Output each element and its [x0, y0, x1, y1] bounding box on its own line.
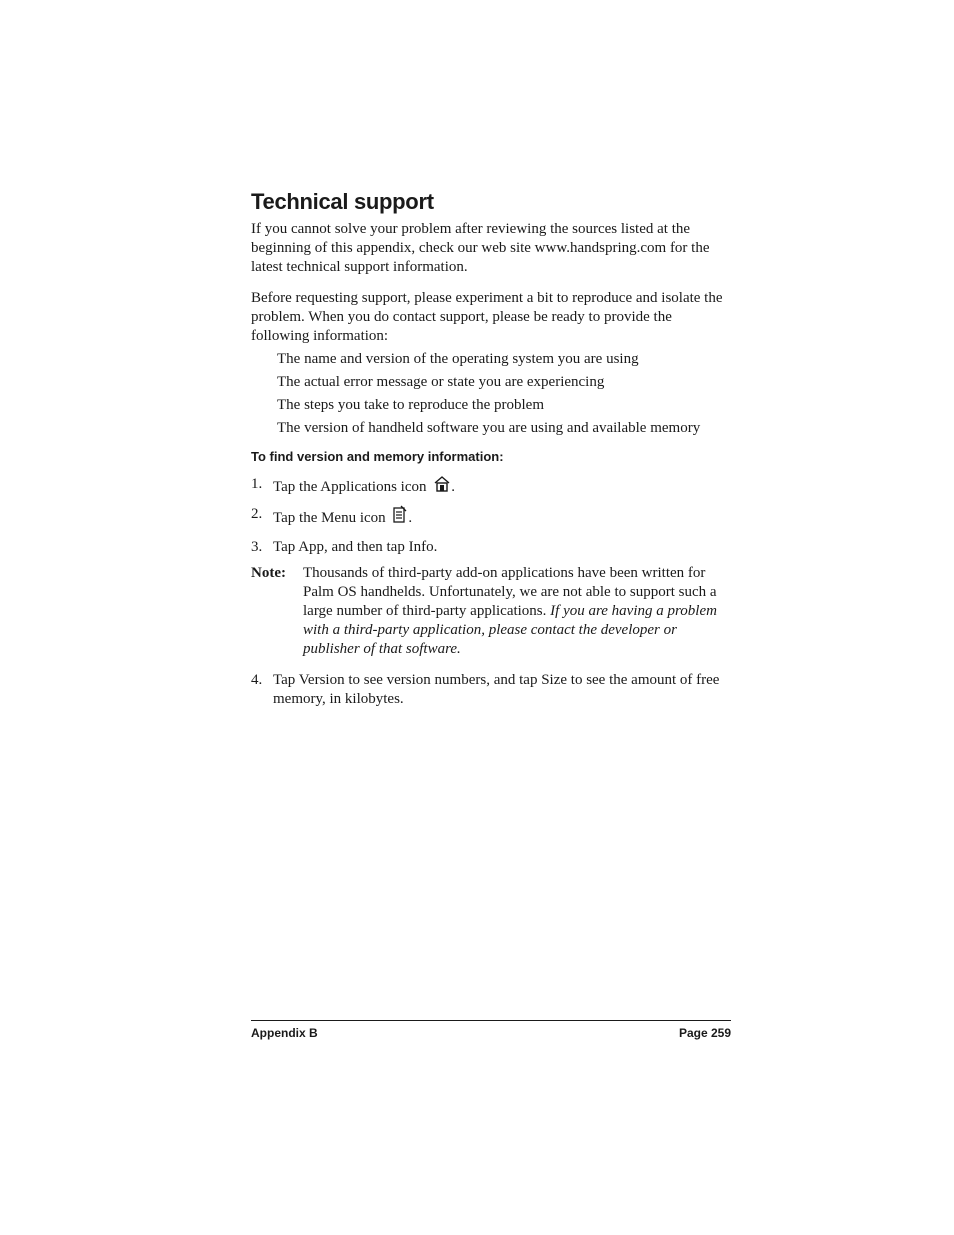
step-text: Tap the Menu icon: [273, 510, 386, 526]
step-2: 2. Tap the Menu icon .: [251, 505, 731, 530]
step-number: 1.: [251, 476, 263, 492]
step-text: Tap Version to see version numbers, and tap Size to see the amount of free memory, in kilobytes.: [273, 672, 720, 707]
step-number: 2.: [251, 506, 263, 522]
page-content: [251, 188, 731, 709]
list-item: The version of handheld software you are using and available memory: [277, 420, 701, 436]
step-text: Tap App, and then tap Info.: [273, 539, 438, 555]
intro-paragraph: If you cannot solve your problem after reviewing the sources listed at the beginning of this appendix, check our web site www.handspring.com for the latest technical support information.: [251, 221, 710, 275]
footer-section: Appendix B: [251, 1026, 318, 1040]
before-paragraph: Before requesting support, please experiment a bit to reproduce and isolate the problem. When you do contact support, please be ready to provide the following information:: [251, 290, 723, 344]
step-3: [251, 538, 731, 557]
page-footer: [251, 1020, 731, 1041]
list-item: The name and version of the operating system you are using: [277, 351, 639, 367]
procedure-heading: To find version and memory information:: [251, 449, 504, 464]
step-text: Tap the Applications icon: [273, 479, 427, 495]
info-list: [251, 350, 731, 438]
note-block: [251, 564, 731, 659]
step-number: 4.: [251, 672, 263, 688]
applications-icon: [433, 475, 451, 499]
step-1: 1. Tap the Applications icon .: [251, 475, 731, 499]
step-4: [251, 671, 731, 709]
list-item: The actual error message or state you are experiencing: [277, 374, 605, 390]
note-text: Thousands of third-party add-on applications have been written for Palm OS handhelds. Unfortunately, we are not able to support such a large number of third-party applications.: [303, 565, 717, 619]
step-number: 3.: [251, 539, 263, 555]
menu-icon: [392, 505, 408, 530]
note-label: Note:: [251, 565, 286, 581]
footer-page-number: Page 259: [678, 1026, 731, 1040]
list-item: The steps you take to reproduce the problem: [277, 397, 544, 413]
page-title: Technical support: [251, 189, 434, 214]
note-italic-text: If you are having a problem with a third-party application, please contact the developer or publisher of that software.: [303, 603, 717, 657]
